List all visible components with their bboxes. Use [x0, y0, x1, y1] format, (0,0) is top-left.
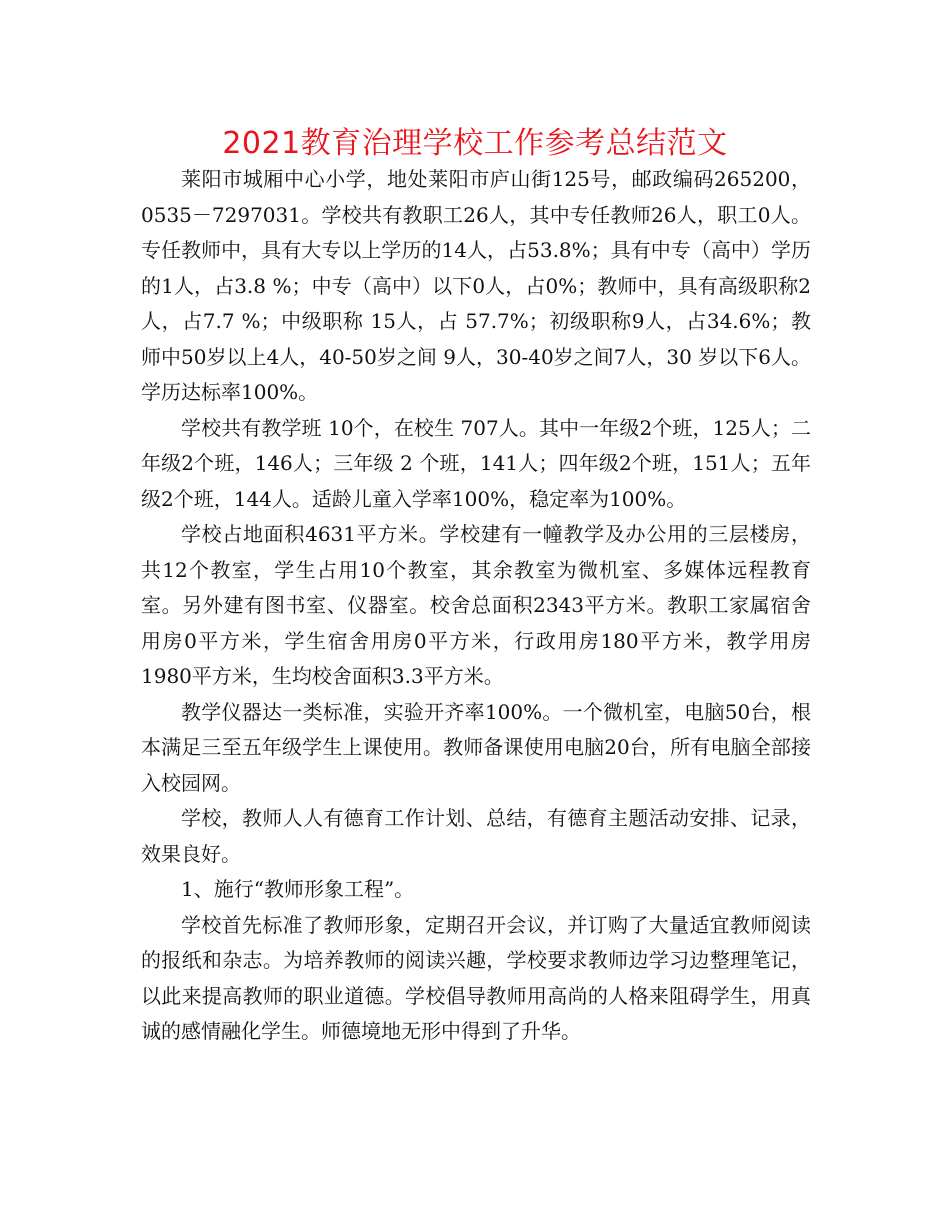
- paragraph-moral-education: 学校，教师人人有德育工作计划、总结，有德育主题活动安排、记录，效果良好。: [141, 806, 811, 866]
- document-body: [141, 162, 811, 1050]
- document-title: 2021教育治理学校工作参考总结范文: [222, 126, 728, 161]
- paragraph-equipment: 教学仪器达一类标准，实验开齐率100%。一个微机室，电脑50台，根本满足三至五年级学生上课使用。教师备课使用电脑20台，所有电脑全部接入校园网。: [141, 699, 811, 795]
- paragraph-classes-students: 学校共有教学班 10个，在校生 707人。其中一年级2个班，125人；二年级2个班，146人；三年级 2 个班，141人；四年级2个班，151人；五年级2个班，144人。适龄儿童入学率100%，稳定率为100%。: [141, 415, 811, 511]
- paragraph-school-overview: 莱阳市城厢中心小学，地处莱阳市庐山街125号，邮政编码265200，0535－7297031。学校共有教职工26人，其中专任教师26人，职工0人。专任教师中，具有大专以上学历的14人，占53.8%；具有中专（高中）学历的1人，占3.8 %；中专（高中）以下0人，占0%；教师中，具有高级职称2人，占7.7 %；中级职称 15人，占 57.7%；初级职称9人，占34.6%；教师中50岁以上4人，40-50岁之间 9人，30-40岁之间7人，30 岁以下6人。学历达标率100%。: [141, 167, 811, 404]
- paragraph-teacher-image: 学校首先标准了教师形象，定期召开会议，并订购了大量适宜教师阅读的报纸和杂志。为培养教师的阅读兴趣，学校要求教师边学习边整理笔记，以此来提高教师的职业道德。学校倡导教师用高尚的人格来阻碍学生，用真诚的感情融化学生。师德境地无形中得到了升华。: [141, 912, 811, 1043]
- section-heading-teacher-image: 1、施行“教师形象工程”。: [181, 877, 415, 901]
- paragraph-campus-area: 学校占地面积4631平方米。学校建有一幢教学及办公用的三层楼房，共12个教室，学生占用10个教室，其余教室为微机室、多媒体远程教育室。另外建有图书室、仪器室。校舍总面积2343平方米。教职工家属宿舍用房0平方米，学生宿舍用房0平方米，行政用房180平方米，教学用房1980平方米，生均校舍面积3.3平方米。: [141, 522, 811, 688]
